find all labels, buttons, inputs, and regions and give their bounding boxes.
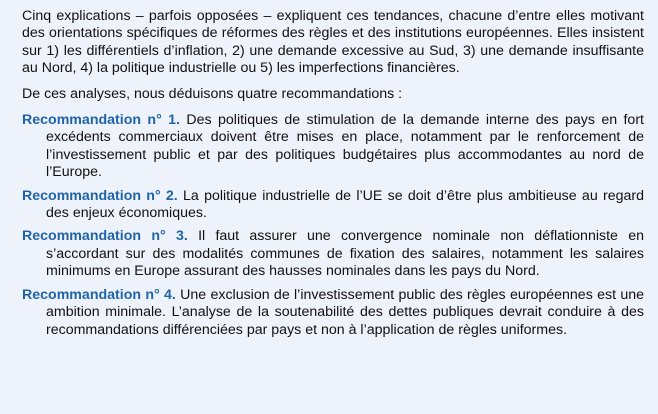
- recommendation-1-label: Recommandation n° 1.: [22, 112, 180, 129]
- recommendation-4-text: Une exclusion de l’investissement public des règles européennes est une ambition minimale. L’analyse de la soutenabilité des dettes publiques devrait conduire à des recommandations différenciées par pays et non à l’application de règles uniformes.: [46, 286, 644, 338]
- recommendation-3-label: Recommandation n° 3.: [22, 228, 188, 245]
- recommendation-3-text: Il faut assurer une convergence nominale non déflationniste en s’accordant sur des modalités communes de fixation des salaires, notamment les salaires minimums en Europe assurant des hausses nominales dans les pays du Nord.: [46, 228, 644, 280]
- lead-paragraph: De ces analyses, nous déduisons quatre recommandations :: [22, 85, 403, 102]
- recommendation-2: [22, 188, 644, 223]
- recommendation-2-text: La politique industrielle de l’UE se doit d’être plus ambitieuse au regard des enjeux économiques.: [46, 187, 644, 222]
- recommendation-1-text: Des politiques de stimulation de la demande interne des pays en fort excédents commerciaux doivent être mises en place, notamment par le renforcement de l’investissement public et par des politiques budgétaires plus accommodantes au nord de l’Europe.: [46, 112, 644, 181]
- recommendation-1: [22, 112, 644, 182]
- intro-paragraph: Cinq explications – parfois opposées – expliquent ces tendances, chacune d’entre elles motivant des orientations spécifiques de réformes des règles et des institutions européennes. Elles insistent sur 1) les différentiels d’inflation, 2) une demande excessive au Sud, 3) une demande insuffisante au Nord, 4) la politique industrielle ou 5) les imperfections financières.: [22, 8, 644, 77]
- recommendation-4-label: Recommandation n° 4.: [22, 286, 176, 303]
- recommendation-2-label: Recommandation n° 2.: [22, 187, 178, 204]
- recommendation-3: [22, 228, 644, 280]
- recommendation-4: [22, 287, 644, 339]
